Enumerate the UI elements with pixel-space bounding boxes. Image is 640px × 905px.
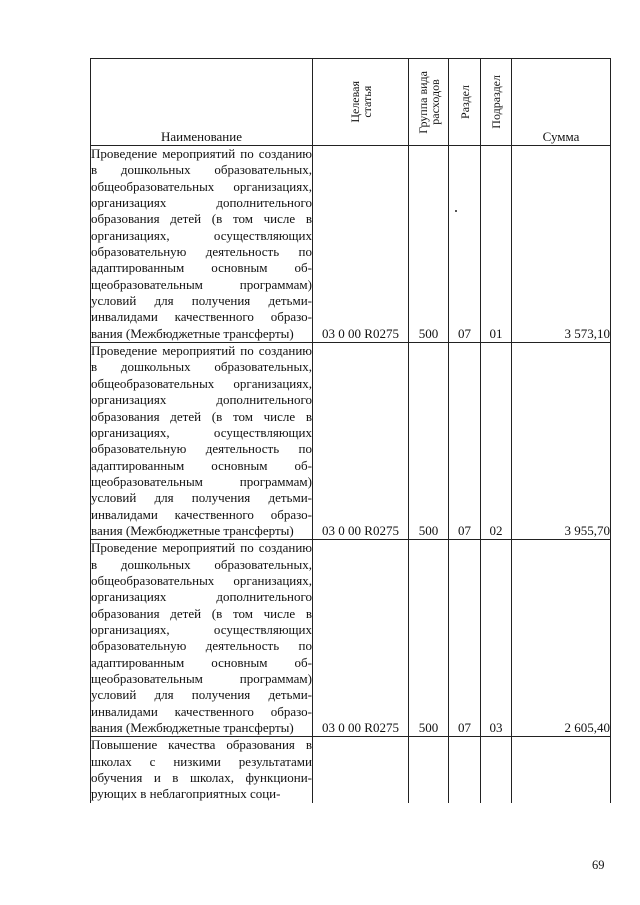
row-code: 03 0 00 R0275 [313, 540, 409, 737]
table-row [91, 146, 611, 343]
header-section: Раздел [457, 85, 472, 119]
row-sum [512, 737, 611, 803]
row-sum: 2 605,40 [512, 540, 611, 737]
row-section: 07 [449, 540, 481, 737]
header-sum: Сумма [512, 59, 611, 146]
header-group-cell [409, 59, 449, 146]
row-subsection [481, 737, 512, 803]
budget-table [90, 58, 611, 803]
header-section-cell [449, 59, 481, 146]
row-sum: 3 955,70 [512, 343, 611, 540]
row-section: 07 [449, 343, 481, 540]
page-number: 69 [592, 858, 605, 872]
row-group: 500 [409, 343, 449, 540]
row-sum: 3 573,10 [512, 146, 611, 343]
scan-speck [455, 210, 457, 212]
row-section: 07 [449, 146, 481, 343]
table-row [91, 737, 611, 803]
row-code: 03 0 00 R0275 [313, 146, 409, 343]
row-section [449, 737, 481, 803]
table-header-row [91, 59, 611, 146]
row-code: 03 0 00 R0275 [313, 343, 409, 540]
row-name: Повышение качества образования в школах с низкими результатами обучения и в школах, функционирующих в неблагоприятных соци- [91, 737, 312, 802]
header-group: Группа вида расходов [415, 70, 442, 134]
table-row [91, 343, 611, 540]
row-subsection: 03 [481, 540, 512, 737]
header-subsection-cell [481, 59, 512, 146]
row-name: Проведение мероприятий по созданию в дошкольных образовательных, общеобразовательных организациях, организациях дополнительного образования детей (в том числе в организациях, осуществляющих образовательную деятельность по адаптированным основным общеобразовательным программам) условий для получения детьми-инвалидами качественного образования (Межбюджетные трансферты) [91, 146, 312, 341]
header-name: Наименование [91, 59, 313, 146]
header-subsection: Подраздел [489, 75, 503, 129]
header-code-cell [313, 59, 409, 146]
row-group [409, 737, 449, 803]
header-code: Целевая статья [347, 81, 374, 123]
row-name: Проведение мероприятий по созданию в дошкольных образовательных, общеобразовательных организациях, организациях дополнительного образования детей (в том числе в организациях, осуществляющих образовательную деятельность по адаптированным основным общеобразовательным программам) условий для получения детьми-инвалидами качественного образования (Межбюджетные трансферты) [91, 343, 312, 538]
row-subsection: 01 [481, 146, 512, 343]
row-group: 500 [409, 540, 449, 737]
row-name: Проведение мероприятий по созданию в дошкольных образовательных, общеобразовательных организациях, организациях дополнительного образования детей (в том числе в организациях, осуществляющих образовательную деятельность по адаптированным основным общеобразовательным программам) условий для получения детьми-инвалидами качественного образования (Межбюджетные трансферты) [91, 540, 312, 736]
row-subsection: 02 [481, 343, 512, 540]
row-group: 500 [409, 146, 449, 343]
row-code [313, 737, 409, 803]
table-row [91, 540, 611, 737]
